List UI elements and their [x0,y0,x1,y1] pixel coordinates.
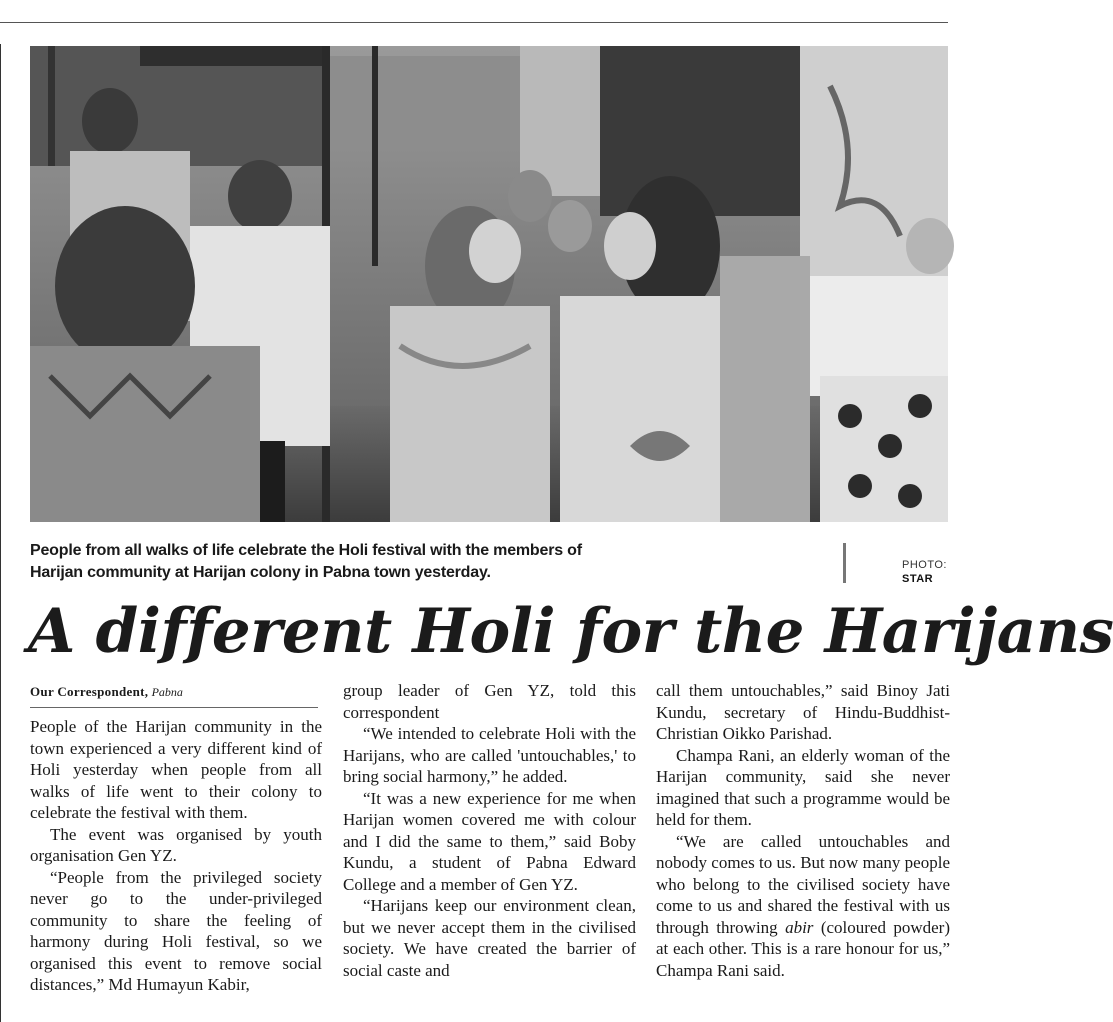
paragraph-text: (coloured powder) at each other. This is a rare honour for us,” Champa Rani said. [656,917,951,980]
paragraph [656,831,950,982]
credit-label: PHOTO: [902,559,947,571]
italic-term: abir [785,917,814,937]
photo-caption [30,540,670,584]
previous-article-strip [0,0,948,8]
caption-divider [843,543,846,583]
paragraph: Champa Rani, an elderly woman of the Harijan community, said she never imagined that such a programme would be held for them. [656,745,950,829]
paragraph-text: “We are called untouchables and nobody comes to us. But now many people who belong to the civilised society have come to us and shared the festival with us through throwing [656,831,950,937]
paragraph: The event was organised by youth organisation Gen YZ. [30,824,322,865]
paragraph: group leader of Gen YZ, told this correspondent [343,681,636,722]
paragraph: call them untouchables,” said Binoy Jati Kundu, secretary of Hindu-Buddhist-Christian Oikko Parishad. [656,681,950,743]
photo-credit [902,558,947,586]
article-column-1 [30,716,322,996]
paragraph: “People from the privileged society never go to the under-privileged community to share the feeling of harmony during Holi festival, so we organised this event to remove social distances,” Md Humayun Kabir, [30,867,322,994]
photo-image [30,46,948,522]
caption-line-2: Harijan community at Harijan colony in Pabna town yesterday. [30,564,491,581]
article-headline: A different Holi for the Harijans [28,596,1113,667]
top-divider [0,22,948,23]
byline-place: Pabna [151,685,183,699]
article-column-2 [343,680,636,981]
left-column-rule [0,44,1,1022]
caption-line-1: People from all walks of life celebrate the Holi festival with the members of [30,542,582,559]
paragraph: People of the Harijan community in the town experienced a very different kind of Holi yesterday when people from all walks of life went to their colony to celebrate the festival with them. [30,717,322,822]
article-column-3 [656,680,950,981]
paragraph: “Harijans keep our environment clean, but we never accept them in the civilised society. We have created the barrier of social caste and [343,896,636,980]
paragraph: “It was a new experience for me when Harijan women covered me with colour and I did the same to them,” said Boby Kundu, a student of Pabna Edward College and a member of Gen YZ. [343,788,636,894]
holi-photo [30,46,948,522]
credit-source: STAR [902,573,934,585]
byline-name: Our Correspondent, [30,684,149,699]
paragraph: “We intended to celebrate Holi with the Harijans, who are called 'untouchables,' to bring social harmony,” he added. [343,724,636,786]
byline-divider [30,707,318,708]
byline [30,683,320,701]
